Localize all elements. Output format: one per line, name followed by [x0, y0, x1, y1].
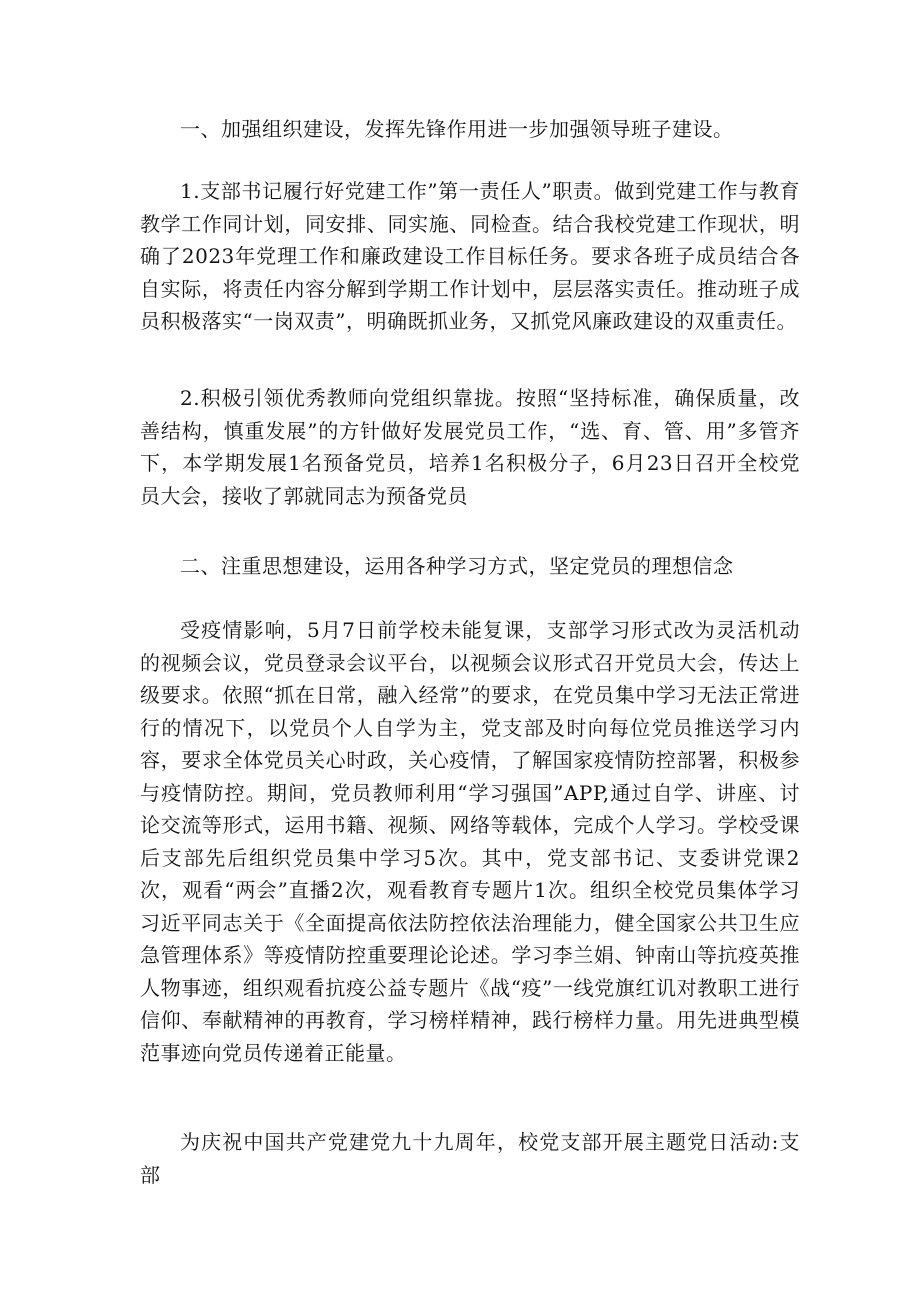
section-heading-ideology: 二、注重思想建设，运用各种学习方式，坚定党员的理想信念 — [180, 554, 734, 578]
paragraph-item-2: 2.积极引领优秀教师向党组织靠拢。按照“坚持标准，确保质量，改善结构，慎重发展”的方针做好发展党员工作，“选、育、管、用”多管齐下，本学期发展1名预备党员，培养1名积极分子，6月23日召开全校党员大会，接收了郭就同志为预备党员 — [140, 386, 800, 508]
paragraph-anniversary: 为庆祝中国共产党建党九十九周年，校党支部开展主题党日活动:支部 — [140, 1130, 800, 1187]
section-heading-organization: 一、加强组织建设，发挥先锋作用进一步加强领导班子建设。 — [180, 117, 734, 141]
paragraph-item-1: 1.支部书记履行好党建工作”第一责任人”职责。做到党建工作与教育教学工作同计划，同安排、同实施、同检查。结合我校党建工作现状，明确了2023年党理工作和廉政建设工作目标任务。要求各班子成员结合各自实际，将责任内容分解到学期工作计划中，层层落实责任。推动班子成员积极落实“一岗双责”，明确既抓业务，又抓党风廉政建设的双重责任。 — [140, 179, 800, 333]
paragraph-study-activities: 受疫情影响，5月7日前学校未能复课，支部学习形式改为灵活机动的视频会议，党员登录会议平台，以视频会议形式召开党员大会，传达上级要求。依照“抓在日常，融入经常”的要求，在党员集中学习无法正常进行的情况下，以党员个人自学为主，党支部及时向每位党员推送学习内容，要求全体党员关心时政，关心疫情，了解国家疫情防控部署，积极参与疫情防控。期间，党员教师利用“学习强国”APP,通过自学、讲座、讨论交流等形式，运用书籍、视频、网络等载体，完成个人学习。学校受课后支部先后组织党员集中学习5次。其中，党支部书记、支委讲党课2次，观看“两会”直播2次，观看教育专题片1次。组织全校党员集体学习习近平同志关于《全面提高依法防控依法治理能力，健全国家公共卫生应急管理体系》等疫情防控重要理论论述。学习李兰娟、钟南山等抗疫英推人物事迹，组织观看抗疫公益专题片《战“疫”一线党旗红讥对教职工进行信仰、奉献精神的再教育，学习榜样精神，践行榜样力量。用先进典型模范事迹向党员传递着正能量。 — [140, 618, 800, 1065]
